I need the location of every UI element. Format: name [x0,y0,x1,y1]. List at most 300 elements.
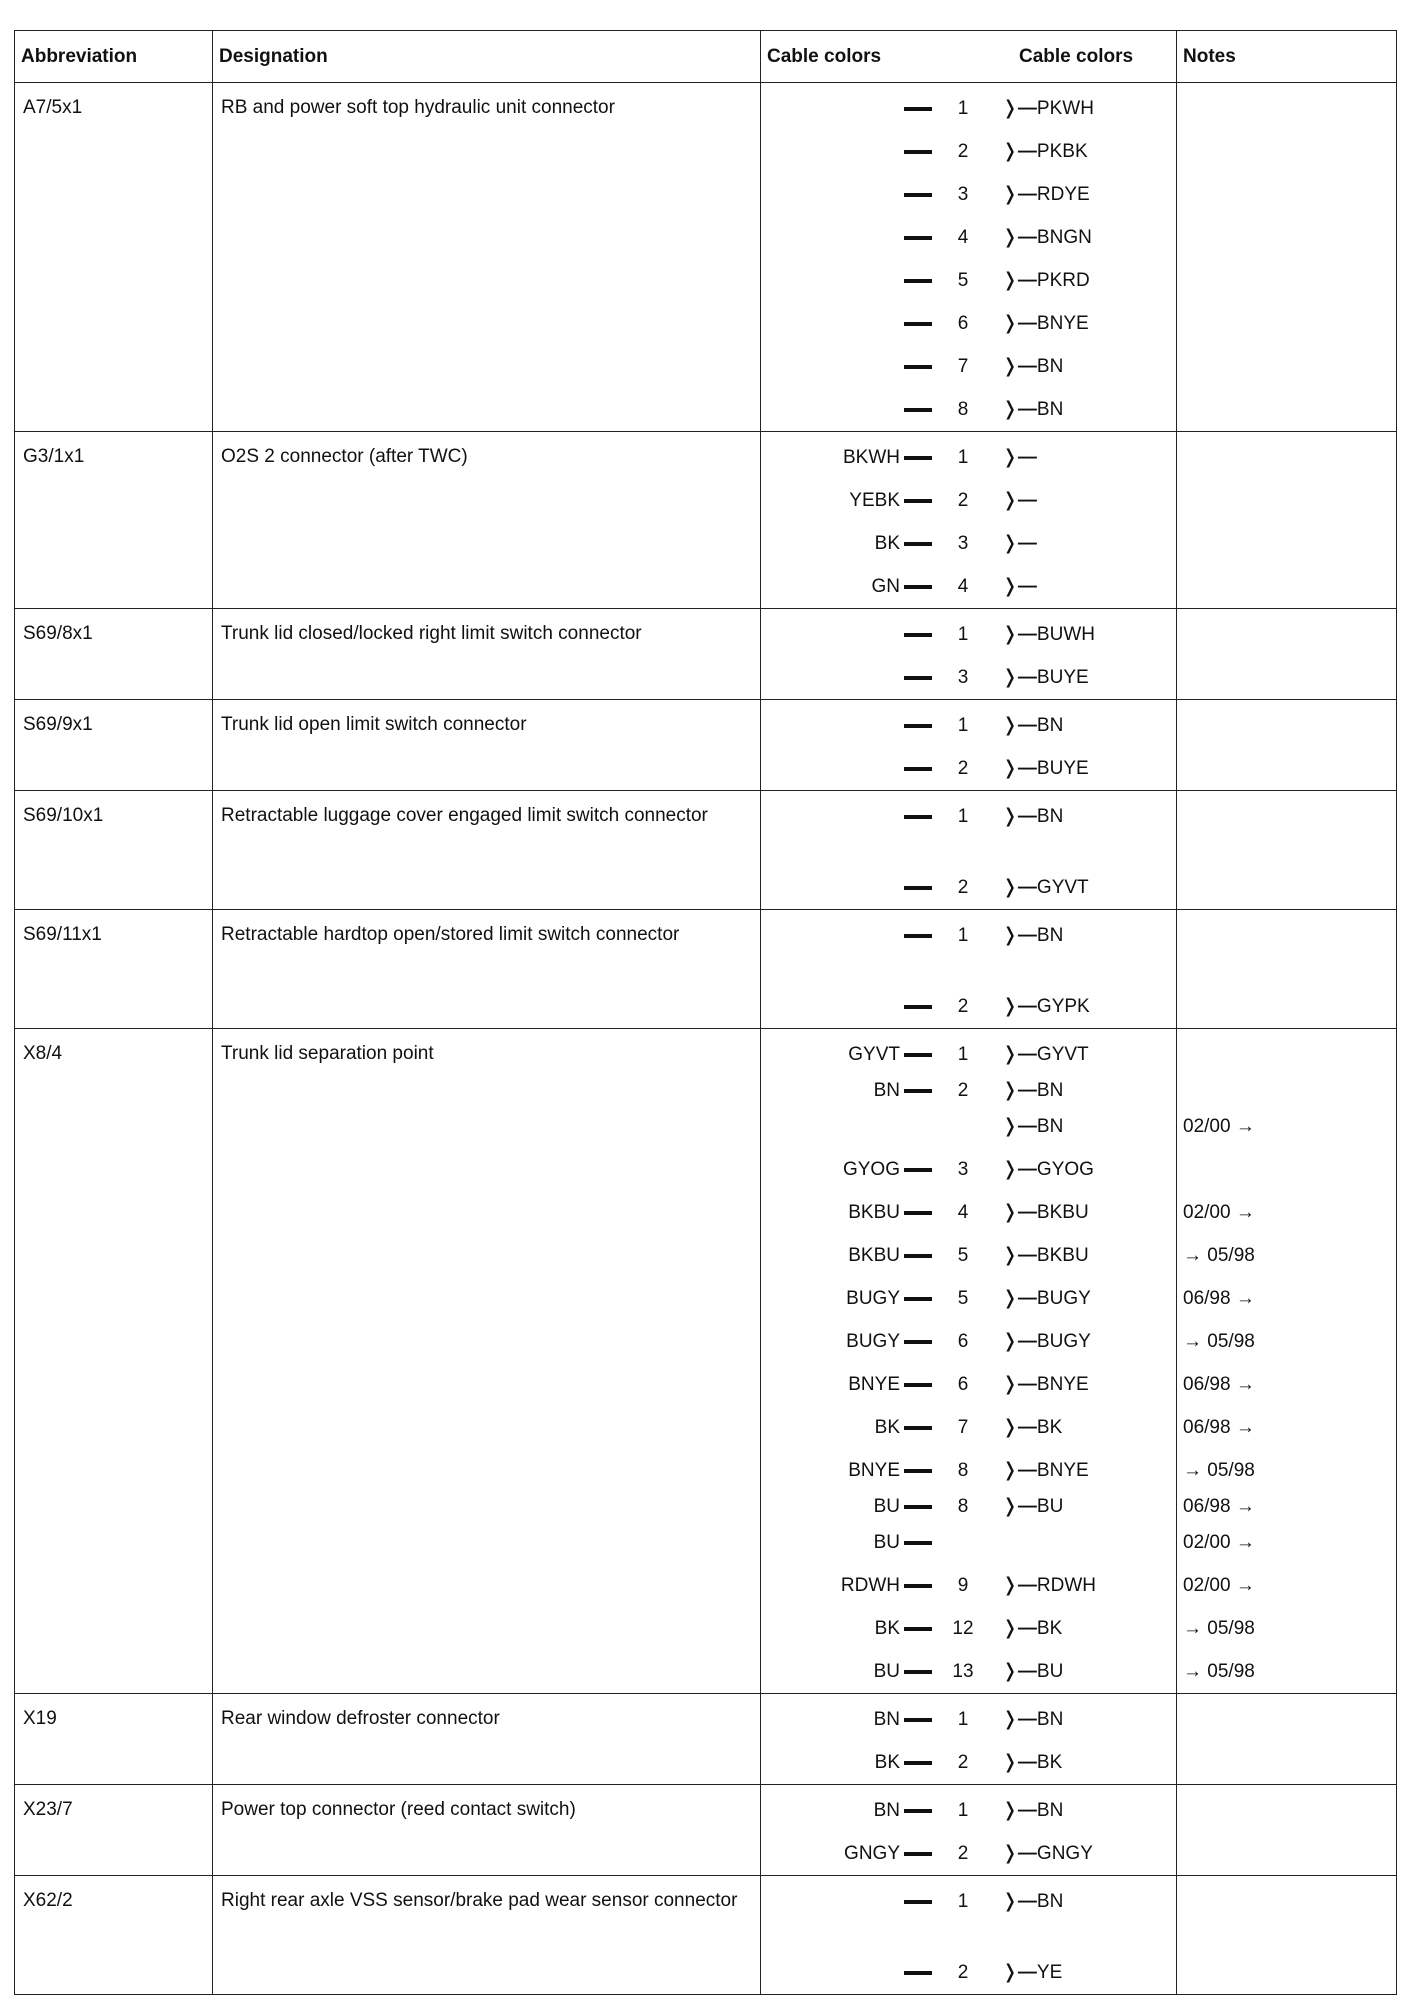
abbreviation-cell: S69/10x1 [15,791,213,910]
note-text [1183,1148,1390,1191]
right-wire [994,436,1176,479]
left-wire-color: GYOG [842,1159,900,1180]
pin-number: 1 [957,1891,969,1912]
plug-icon: ❭— [1002,356,1037,377]
left-wire [761,479,932,522]
note-text [1183,866,1390,909]
note-text [1183,1951,1390,1994]
pin-number: 2 [957,490,969,511]
socket-icon [904,322,932,326]
left-wire [761,130,932,173]
left-wire [761,914,932,957]
left-wire [761,613,932,656]
socket-icon [904,1254,932,1258]
left-wire [761,1406,932,1449]
pin-number: 2 [957,141,969,162]
left-wire [761,1789,932,1832]
plug-icon: ❭— [1002,533,1037,554]
note-text [1183,87,1390,130]
left-wire-color: BKBU [848,1202,900,1223]
pin-number: 4 [957,227,969,248]
right-wire-color: GYOG [1036,1159,1094,1180]
left-wire [761,985,932,1028]
left-wire-color: BK [874,533,900,554]
socket-icon [904,1670,932,1674]
socket-icon [904,1168,932,1172]
pin-number: 12 [952,1618,974,1639]
pin-line [761,1923,1176,1951]
left-wire [761,704,932,747]
socket-icon [904,1297,932,1301]
abbreviation-cell: X62/2 [15,1876,213,1995]
plug-icon: ❭— [1002,1417,1037,1438]
table-row [15,1876,1397,1995]
left-wire-color: RDWH [840,1575,900,1596]
header-notes: Notes [1177,31,1397,83]
plug-icon: ❭— [1002,996,1037,1017]
plug-icon: ❭— [1002,1080,1037,1101]
left-wire [761,1492,932,1521]
right-wire-color: BK [1036,1417,1063,1438]
plug-icon: ❭— [1002,1800,1037,1821]
right-wire-color: BN [1036,399,1064,420]
header-cable-colors [761,31,1177,83]
pin-line [761,795,1176,838]
left-wire [761,1191,932,1234]
socket-icon [904,934,932,938]
right-wire [994,1033,1176,1076]
left-wire-color: BU [873,1661,900,1682]
right-wire [994,1650,1176,1693]
right-wire [994,1406,1176,1449]
note-text [1183,1880,1390,1923]
note-text [1183,957,1390,985]
socket-icon [904,1426,932,1430]
pin-number [932,1521,994,1564]
note-text: 02/00 → [1183,1202,1255,1223]
socket-icon [904,1971,932,1975]
socket-icon [904,1900,932,1904]
note-text [1183,1741,1390,1784]
socket-icon [904,1627,932,1631]
right-wire [994,1564,1176,1607]
right-wire [994,1951,1176,1994]
left-wire-color: BUGY [846,1331,900,1352]
pin-number: 1 [957,624,969,645]
right-wire [994,866,1176,909]
pin-line [761,914,1176,957]
header-cable-colors-right: Cable colors [1019,45,1134,67]
left-wire [761,1698,932,1741]
left-wire [761,1148,932,1191]
pin-line [761,1363,1176,1406]
note-text [1183,345,1390,388]
cable-colors-cell [761,700,1177,791]
right-wire [994,173,1176,216]
left-wire-color: GN [871,576,900,597]
plug-icon: ❭— [1002,1496,1037,1517]
left-wire [761,522,932,565]
left-wire [761,1951,932,1994]
notes-cell [1177,700,1397,791]
left-wire [761,388,932,431]
right-wire-color: YE [1036,1962,1063,1983]
plug-icon: ❭— [1002,184,1037,205]
right-wire-color: BK [1036,1752,1063,1773]
left-wire [761,1880,932,1923]
pin-number: 5 [957,270,969,291]
left-wire-color: BN [873,1800,900,1821]
plug-icon: ❭— [1002,98,1037,119]
right-wire [994,565,1176,608]
connector-document [14,30,1396,1995]
plug-icon: ❭— [1002,715,1037,736]
note-text [1183,656,1390,699]
plug-icon: ❭— [1002,1159,1037,1180]
note-text: → 05/98 [1183,1460,1255,1481]
socket-icon [904,107,932,111]
left-wire [761,87,932,130]
notes-cell [1177,1785,1397,1876]
note-text: → 05/98 [1183,1331,1255,1352]
cable-colors-cell [761,432,1177,609]
pin-number: 8 [957,399,969,420]
right-wire-color: BN [1036,1709,1064,1730]
socket-icon [904,1005,932,1009]
cable-colors-cell [761,609,1177,700]
plug-icon: ❭— [1002,877,1037,898]
left-wire-color: BNYE [848,1374,900,1395]
pin-line [761,1492,1176,1521]
right-wire [994,1148,1176,1191]
socket-icon [904,365,932,369]
left-wire [761,1741,932,1784]
socket-icon [904,1053,932,1057]
socket-icon [904,815,932,819]
socket-icon [904,1584,932,1588]
left-wire-color: BKBU [848,1245,900,1266]
pin-line [761,1105,1176,1148]
abbreviation-cell: X19 [15,1694,213,1785]
socket-icon [904,1089,932,1093]
left-wire [761,795,932,838]
abbreviation-cell: S69/9x1 [15,700,213,791]
pin-number: 1 [957,1800,969,1821]
pin-number: 6 [957,313,969,334]
note-text [1183,1789,1390,1832]
designation-cell: O2S 2 connector (after TWC) [213,432,761,609]
plug-icon: ❭— [1002,1843,1037,1864]
socket-icon [904,456,932,460]
left-wire-color: BNYE [848,1460,900,1481]
pin-line [761,1277,1176,1320]
note-text: → 05/98 [1183,1618,1255,1639]
notes-cell [1177,83,1397,432]
right-wire-color: BN [1036,715,1064,736]
right-wire [994,259,1176,302]
socket-icon [904,676,932,680]
right-wire-color: BN [1036,1080,1064,1101]
plug-icon: ❭— [1002,227,1037,248]
plug-icon: ❭— [1002,1661,1037,1682]
notes-cell [1177,1876,1397,1995]
right-wire-color: GNGY [1036,1843,1093,1864]
pin-number: 1 [957,1709,969,1730]
right-wire [994,747,1176,790]
right-wire [994,795,1176,838]
pin-line [761,522,1176,565]
cable-colors-cell [761,83,1177,432]
right-wire [994,388,1176,431]
note-text [1183,747,1390,790]
pin-line [761,345,1176,388]
right-wire [994,613,1176,656]
pin-number: 2 [957,758,969,779]
right-wire-color: BN [1036,806,1064,827]
pin-line [761,436,1176,479]
plug-icon: ❭— [1002,806,1037,827]
pin-line [761,704,1176,747]
plug-icon: ❭— [1002,490,1037,511]
cable-colors-cell [761,1785,1177,1876]
right-wire-color: BUYE [1036,758,1089,779]
right-wire-color: RDWH [1036,1575,1097,1596]
left-wire-color: BK [874,1618,900,1639]
plug-icon: ❭— [1002,1752,1037,1773]
left-wire [761,1033,932,1076]
pin-number: 1 [957,447,969,468]
pin-number: 3 [957,533,969,554]
cable-colors-cell [761,910,1177,1029]
plug-icon: ❭— [1002,270,1037,291]
right-wire [994,985,1176,1028]
pin-line [761,259,1176,302]
note-text: 06/98 → [1183,1374,1255,1395]
left-wire [761,173,932,216]
socket-icon [904,1383,932,1387]
pin-number: 4 [957,1202,969,1223]
designation-cell: Retractable hardtop open/stored limit switch connector [213,910,761,1029]
table-row [15,432,1397,609]
right-wire-color: BU [1036,1661,1064,1682]
note-text: → 05/98 [1183,1661,1255,1682]
cable-colors-cell [761,1876,1177,1995]
pin-line [761,173,1176,216]
note-text [1183,259,1390,302]
note-text: 06/98 → [1183,1417,1255,1438]
left-wire [761,259,932,302]
right-wire [994,1076,1176,1105]
pin-number: 13 [952,1661,974,1682]
abbreviation-cell: S69/11x1 [15,910,213,1029]
table-row [15,83,1397,432]
right-wire [994,1234,1176,1277]
right-wire [994,1449,1176,1492]
pin-line [761,1698,1176,1741]
left-wire [761,1234,932,1277]
plug-icon: ❭— [1002,576,1037,597]
pin-number: 8 [957,1496,969,1517]
left-wire [761,302,932,345]
plug-icon: ❭— [1002,1962,1037,1983]
right-wire-color: PKWH [1036,98,1094,119]
right-wire [994,479,1176,522]
left-wire [761,1650,932,1693]
note-text [1183,704,1390,747]
header-abbreviation: Abbreviation [15,31,213,83]
left-wire [761,1076,932,1105]
right-wire [994,704,1176,747]
left-wire [761,1277,932,1320]
abbreviation-cell: G3/1x1 [15,432,213,609]
left-wire [761,1320,932,1363]
right-wire [994,1320,1176,1363]
socket-icon [904,1211,932,1215]
plug-icon: ❭— [1002,667,1037,688]
pin-line [761,1033,1176,1076]
right-wire-color: BK [1036,1618,1063,1639]
designation-cell: Retractable luggage cover engaged limit switch connector [213,791,761,910]
left-wire-color: GNGY [844,1843,900,1864]
socket-icon [904,1541,932,1545]
pin-number: 2 [957,877,969,898]
pin-number: 2 [957,996,969,1017]
table-header-row [15,31,1397,83]
plug-icon: ❭— [1002,1374,1037,1395]
pin-line [761,1832,1176,1875]
pin-line [761,838,1176,866]
left-wire [761,656,932,699]
right-wire [994,130,1176,173]
socket-icon [904,236,932,240]
right-wire-color: BUYE [1036,667,1089,688]
plug-icon: ❭— [1002,624,1037,645]
pin-line [761,1521,1176,1564]
cable-colors-cell [761,1694,1177,1785]
notes-cell [1177,910,1397,1029]
right-wire [994,914,1176,957]
pin-line [761,985,1176,1028]
pin-line [761,1880,1176,1923]
socket-icon [904,193,932,197]
cable-colors-cell [761,791,1177,910]
note-text [1183,1698,1390,1741]
note-text: → 05/98 [1183,1245,1255,1266]
note-text [1183,1076,1390,1105]
note-text [1183,522,1390,565]
pin-line [761,1951,1176,1994]
table-row [15,700,1397,791]
right-wire-color: BKBU [1036,1202,1089,1223]
note-text [1183,130,1390,173]
pin-line [761,1607,1176,1650]
right-wire [994,1277,1176,1320]
designation-cell: Trunk lid open limit switch connector [213,700,761,791]
header-cable-colors-left: Cable colors [767,45,882,67]
abbreviation-cell: X23/7 [15,1785,213,1876]
note-text: 02/00 → [1183,1532,1255,1553]
pin-number: 3 [957,667,969,688]
right-wire-color: BNYE [1036,1374,1089,1395]
pin-line [761,1234,1176,1277]
note-text [1183,613,1390,656]
note-text [1183,1923,1390,1951]
right-wire-color: BN [1036,1800,1064,1821]
pin-line [761,1076,1176,1105]
right-wire-color: BUWH [1036,624,1095,645]
pin-number: 1 [957,715,969,736]
pin-line [761,565,1176,608]
right-wire [994,1698,1176,1741]
note-text [1183,173,1390,216]
note-text [1183,302,1390,345]
left-wire [761,1363,932,1406]
pin-number: 5 [957,1288,969,1309]
socket-icon [904,1340,932,1344]
right-wire [994,1607,1176,1650]
table-row [15,1694,1397,1785]
right-wire-color: BNYE [1036,313,1089,334]
right-wire [994,1741,1176,1784]
socket-icon [904,542,932,546]
note-text: 02/00 → [1183,1575,1255,1596]
pin-number: 7 [957,356,969,377]
plug-icon: ❭— [1002,1709,1037,1730]
right-wire-color: GYVT [1036,1044,1089,1065]
pin-number: 1 [957,98,969,119]
right-wire-color: PKBK [1036,141,1088,162]
left-wire-color: YEBK [849,490,900,511]
left-wire [761,1832,932,1875]
right-wire-color: BU [1036,1496,1064,1517]
socket-icon [904,279,932,283]
plug-icon: ❭— [1002,1288,1037,1309]
right-wire-color: BKBU [1036,1245,1089,1266]
pin-line [761,656,1176,699]
socket-icon [904,499,932,503]
plug-icon: ❭— [1002,758,1037,779]
plug-icon: ❭— [1002,1460,1037,1481]
pin-line [761,1650,1176,1693]
designation-cell: Rear window defroster connector [213,1694,761,1785]
socket-icon [904,150,932,154]
left-wire [761,345,932,388]
right-wire-color: BN [1036,356,1064,377]
left-wire [761,1449,932,1492]
note-text [1183,388,1390,431]
left-wire [761,565,932,608]
pin-number: 1 [957,806,969,827]
left-wire [761,866,932,909]
note-text [1183,914,1390,957]
pin-number: 8 [957,1460,969,1481]
pin-line [761,1191,1176,1234]
socket-icon [904,1809,932,1813]
right-wire-color: BNYE [1036,1460,1089,1481]
socket-icon [904,1505,932,1509]
note-text: 06/98 → [1183,1496,1255,1517]
right-wire [994,87,1176,130]
cable-colors-cell [761,1029,1177,1694]
note-text [1183,985,1390,1028]
note-text [1183,479,1390,522]
pin-number: 2 [957,1080,969,1101]
socket-icon [904,886,932,890]
pin-line [761,302,1176,345]
right-wire [994,1521,1176,1564]
pin-number: 6 [957,1331,969,1352]
pin-number [932,1105,994,1148]
